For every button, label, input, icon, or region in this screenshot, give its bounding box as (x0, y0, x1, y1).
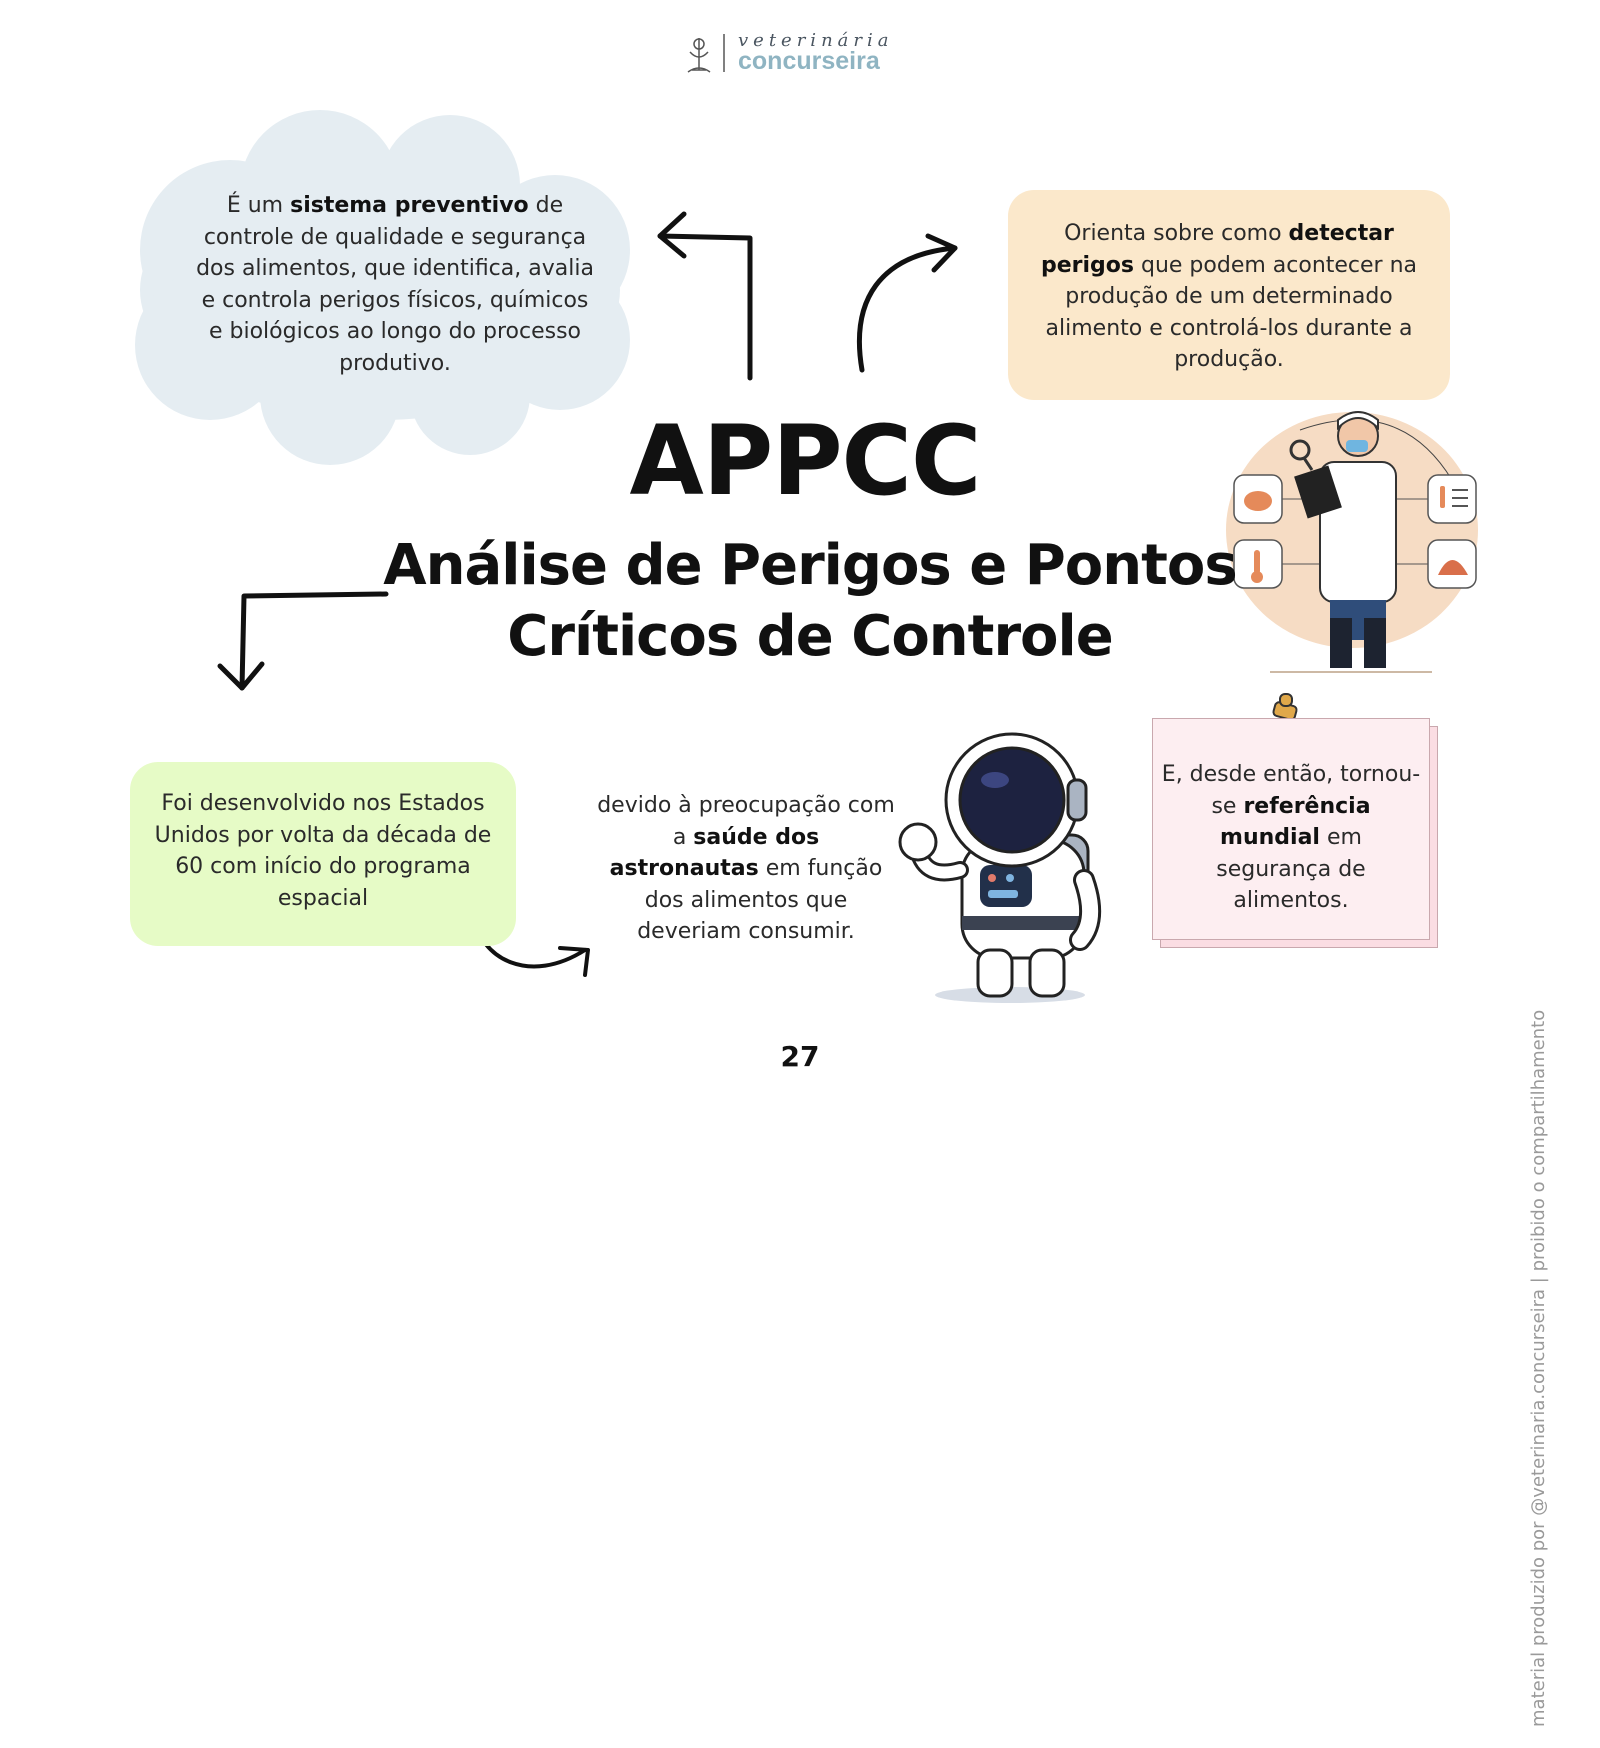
note-text-post: em segurança de alimentos. (1216, 825, 1366, 913)
scientist-illustration (1226, 412, 1478, 672)
subtitle-line-2: Críticos de Controle (507, 604, 1113, 669)
orange-text-post: que podem acontecer na produção de um determinado alimento e controlá-los durante a produção. (1045, 252, 1418, 372)
arrow-curve-right (859, 236, 955, 370)
cloud-text-pre: É um (226, 193, 291, 218)
astronaut-reason-text (596, 790, 896, 948)
arrow-up-left (660, 214, 750, 378)
reference-note-text (1161, 759, 1421, 917)
detect-hazards-box (1008, 190, 1450, 400)
brand-name: concurseira (738, 47, 880, 75)
cloud-text-bold: sistema preventivo (290, 193, 529, 218)
origin-box (130, 762, 516, 946)
cloud-text-post: de controle de qualidade e segurança dos alimentos, que identifica, avalia e controla perigos físicos, químicos e biológicos ao longo do processo produtivo. (196, 193, 594, 376)
side-notice-text: material produzido por @veterinaria.concurseira | proibido o compartilhamento (1528, 1009, 1549, 1727)
note-text-pre: E, desde então, tornou-se (1161, 762, 1421, 819)
detect-hazards-text (1020, 218, 1438, 376)
page-number: 27 (780, 1040, 820, 1073)
page-subtitle (360, 530, 1260, 672)
mid-text-post: em função dos alimentos que deveriam consumir. (637, 856, 883, 944)
brand-logo (690, 30, 920, 78)
cloud-definition (195, 190, 595, 379)
page-title: APPCC (629, 405, 981, 517)
brand-script: veterinária (738, 30, 894, 51)
side-notice (1528, 978, 1550, 1748)
mid-text-pre: devido à preocupação com a (597, 793, 895, 850)
orange-text-pre: Orienta sobre como (1064, 221, 1289, 246)
note-text-bold: referência mundial (1220, 793, 1371, 850)
origin-text: Foi desenvolvido nos Estados Unidos por volta da década de 60 com início do programa espacial (154, 791, 492, 911)
reference-note (1152, 718, 1430, 940)
subtitle-line-1: Análise de Perigos e Pontos (383, 533, 1237, 598)
orange-text-bold: detectar perigos (1040, 221, 1394, 278)
mid-text-bold: saúde dos astronautas (609, 824, 820, 881)
astronaut-illustration (900, 734, 1090, 1003)
